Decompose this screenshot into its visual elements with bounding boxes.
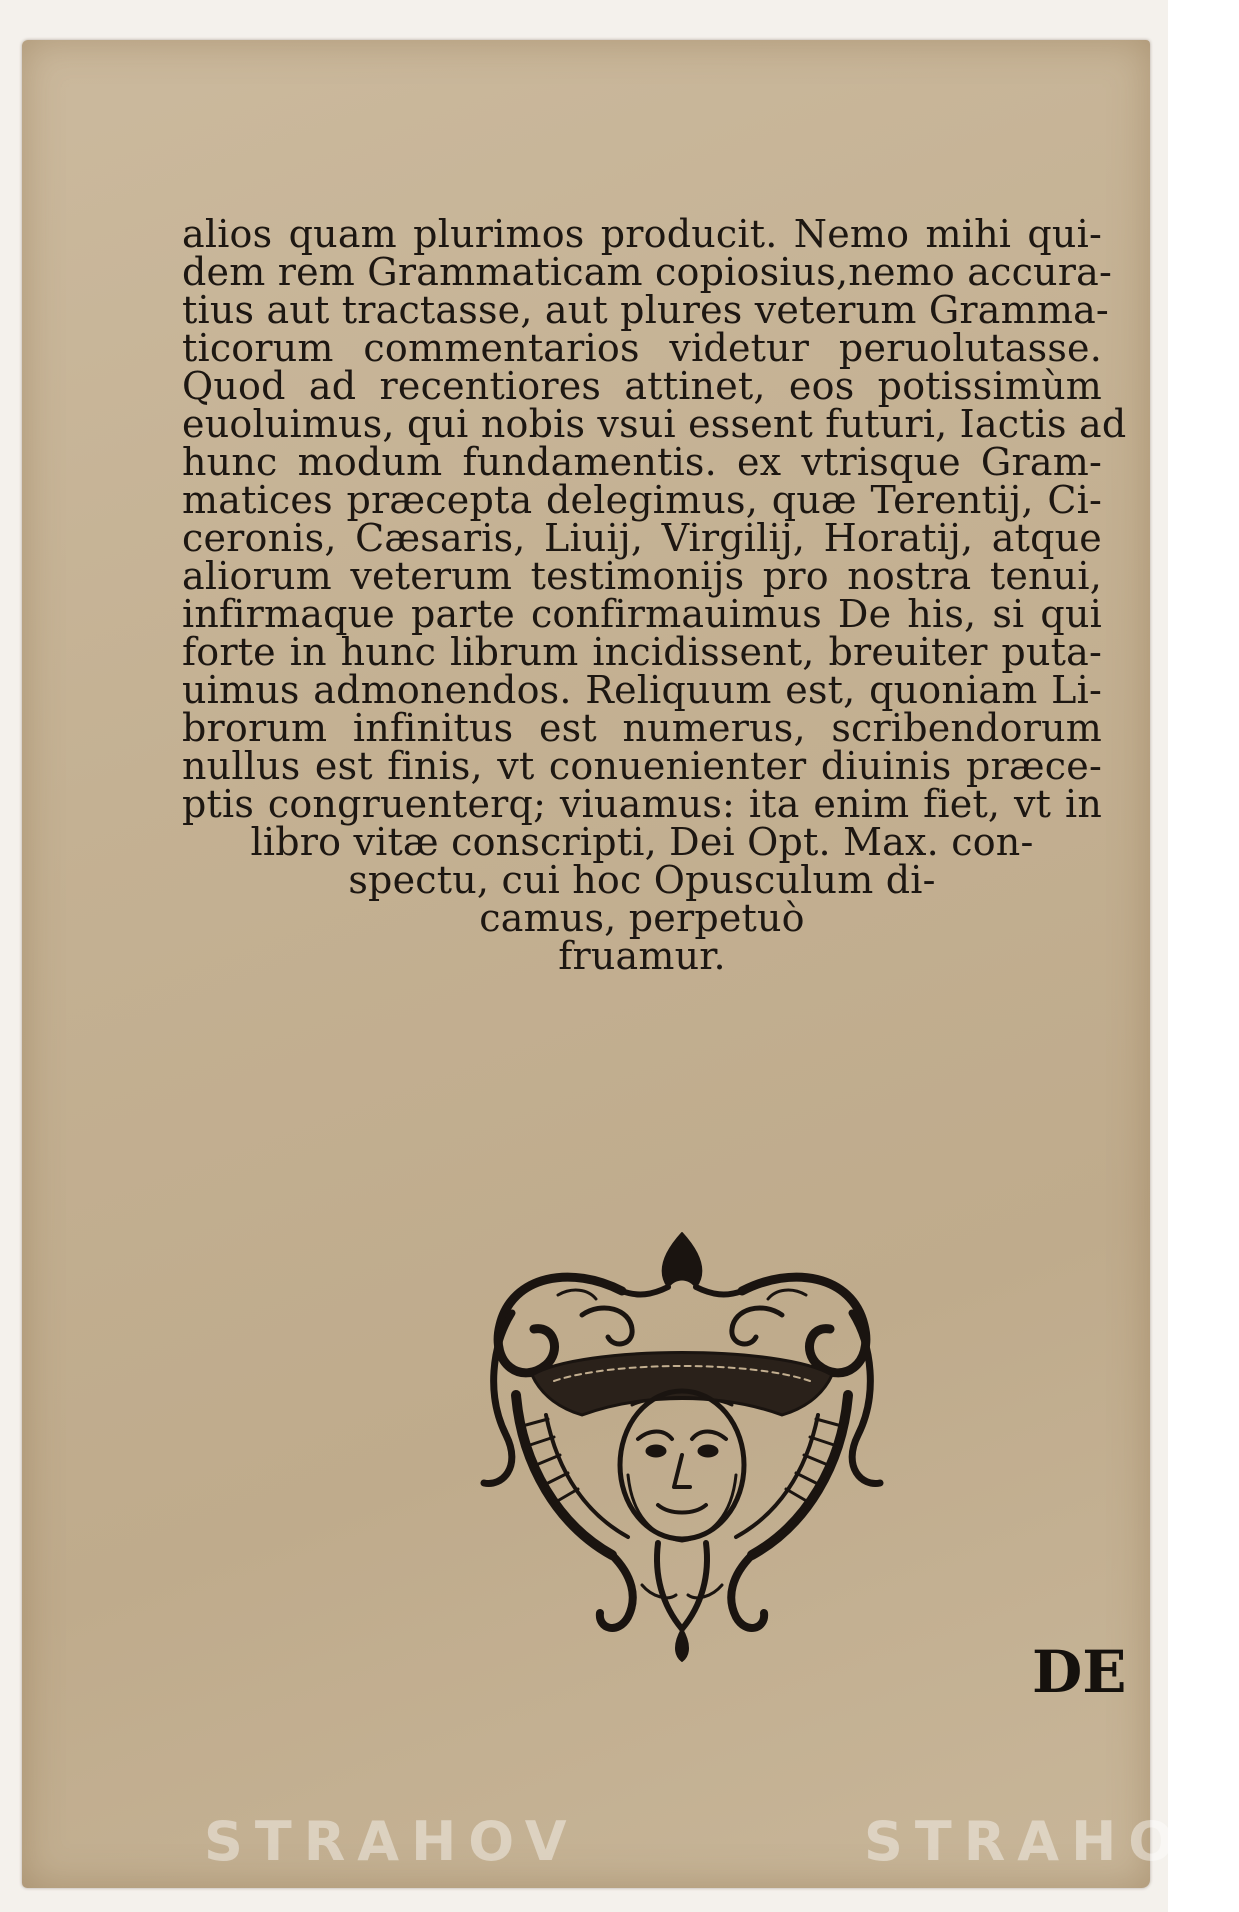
text-line-13: uimus admonendos. Reliquum est, quoniam Li- [182, 668, 1102, 712]
text-line-19: camus, perpetuò [479, 896, 805, 940]
text-line-15: nullus est finis, vt conuenienter diuinis præce- [182, 744, 1102, 788]
text-line-2: dem rem Grammaticam copiosius,nemo accura- [182, 250, 1112, 294]
text-line-14: brorum infinitus est numerus, scribendorum [182, 706, 1102, 750]
text-line-10: aliorum veterum testimonijs pro nostra tenui, [182, 554, 1102, 598]
text-line-12: forte in hunc librum incidissent, breuiter puta- [182, 630, 1102, 674]
text-line-3: tius aut tractasse, aut plures veterum Gramma- [182, 288, 1109, 332]
watermark-left: STRAHOV [204, 1810, 579, 1873]
text-line-17: libro vitæ conscripti, Dei Opt. Max. con- [250, 820, 1034, 864]
text-line-11: infirmaque parte confirmauimus De his, si qui [182, 592, 1102, 636]
text-line-1: alios quam plurimos producit. Nemo mihi qui- [182, 212, 1102, 256]
text-line-20: fruamur. [558, 934, 726, 978]
text-line-16: ptis congruenterq; viuamus: ita enim fiet, vt in [182, 782, 1102, 826]
woodcut-ornament-icon [462, 1225, 902, 1665]
text-line-7: hunc modum fundamentis. ex vtrisque Gram- [182, 440, 1102, 484]
catchword: DE [1032, 1638, 1127, 1706]
text-line-18: spectu, cui hoc Opusculum di- [348, 858, 936, 902]
body-text [182, 210, 1127, 1210]
text-line-9: ceronis, Cæsaris, Liuij, Virgilij, Horatij, atque [182, 516, 1102, 560]
watermark-right: STRAHOV [864, 1810, 1239, 1873]
text-line-4: ticorum commentarios videtur peruolutasse. [182, 326, 1102, 370]
text-line-6: euoluimus, qui nobis vsui essent futuri, Iactis ad [182, 402, 1127, 446]
book-page [22, 40, 1239, 1888]
text-line-8: matices præcepta delegimus, quæ Terentij, Ci- [182, 478, 1102, 522]
text-line-5: Quod ad recentiores attinet, eos potissimùm [182, 364, 1102, 408]
